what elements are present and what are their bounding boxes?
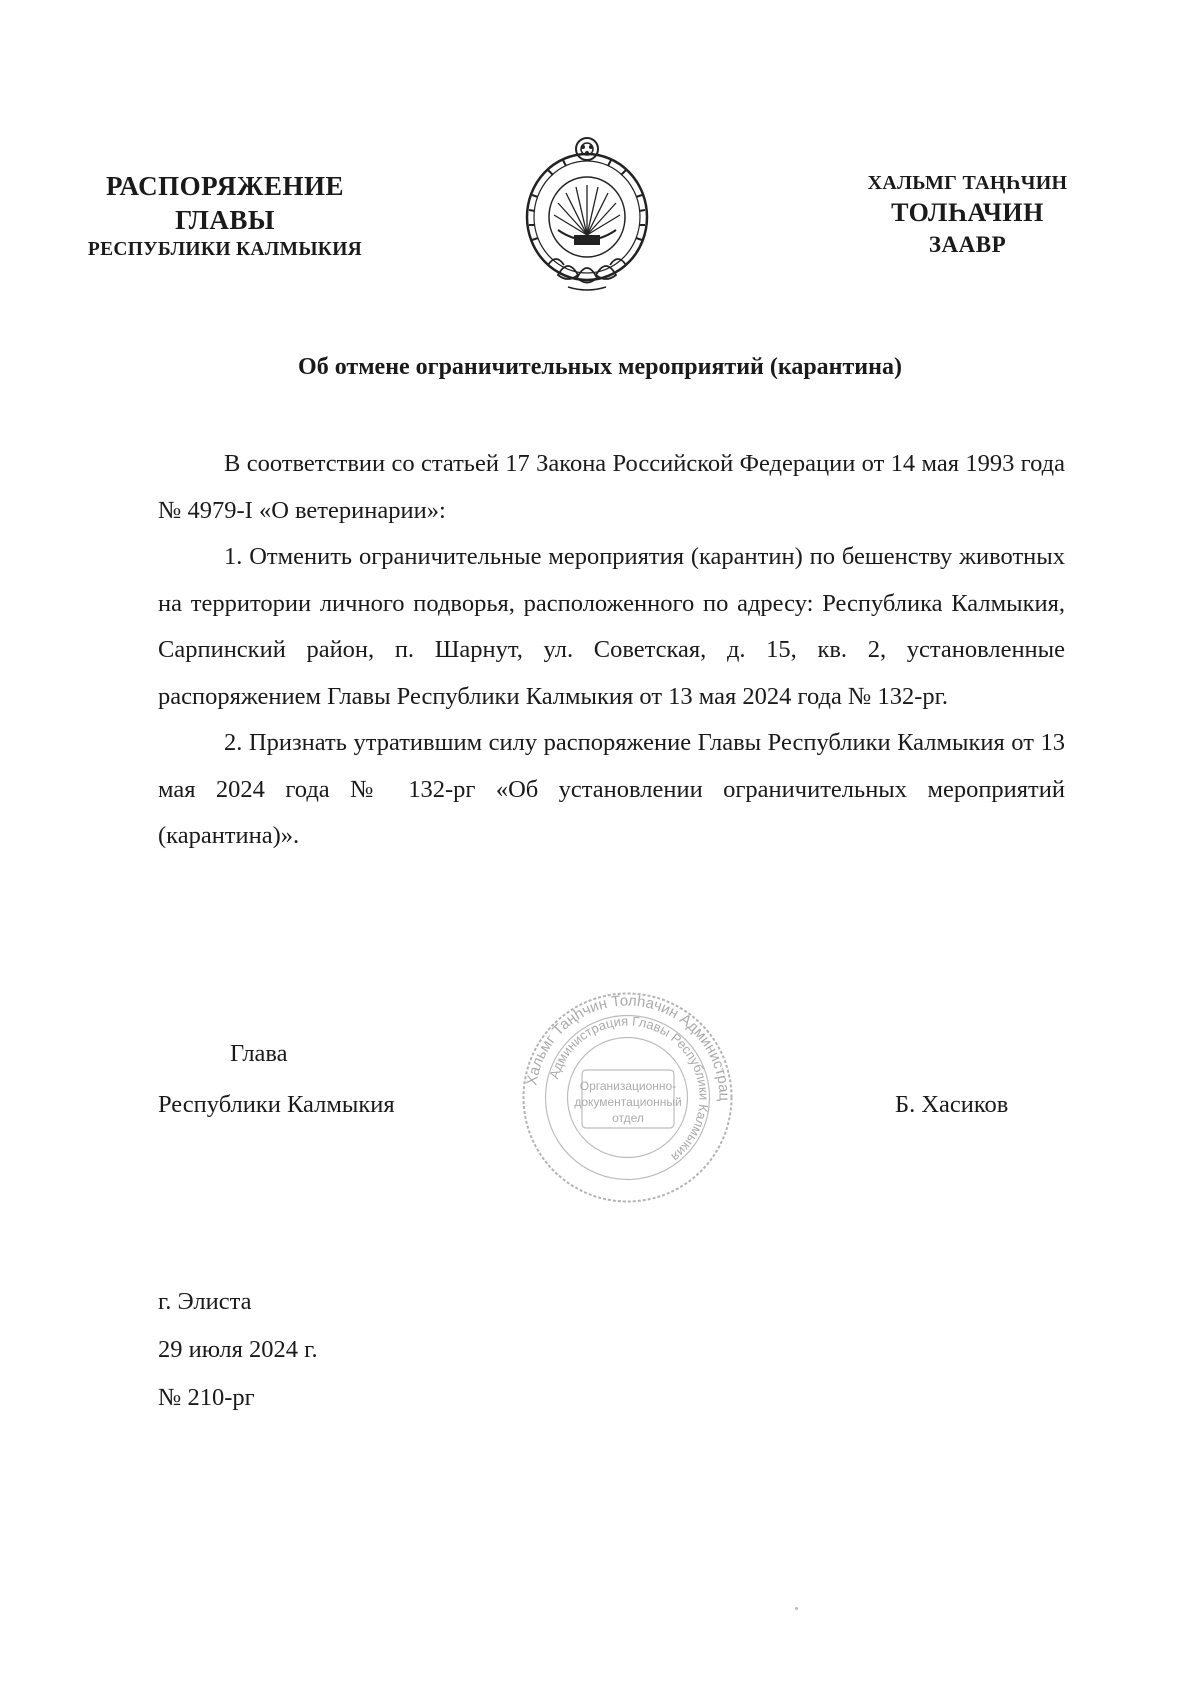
header-right-line3: ЗААВР [928,231,1007,257]
body-item-1: 1. Отменить ограничительные мероприятия (карантин) по бешенству животных на территории личного подворья, расположенного по адресу: Республика Калмыкия, Сарпинский район, п. Шарнут, ул. Советская, д. 15, кв. 2, установленные распоряжением Главы Республики Калмыкия от 13 мая 2024 года № 132-рг. [158,543,1065,710]
header-right-block [845,170,1090,260]
footer-city: г. Элиста [158,1288,252,1315]
scan-speck [795,1607,798,1610]
stamp-center-line2: документационный [574,1095,682,1109]
signature-title: Глава [230,1040,288,1067]
document-footer [158,1278,318,1422]
header-right-line2: ТОЛҺАЧИН [891,198,1044,227]
signature-name: Б. Хасиков [895,1091,1009,1118]
document-body [158,441,1065,860]
document-title: Об отмене ограничительных мероприятий (карантина) [298,354,902,380]
footer-number: № 210-рг [158,1384,255,1411]
stamp-inner-text: Администрация Главы Республики Калмыкия [546,1013,712,1165]
stamp-outer-text: Хальмг Таңһчин Толһачин Администрац [523,992,733,1102]
body-preamble: В соответствии со статьей 17 Закона Российской Федерации от 14 мая 1993 года № 4979-I «О ветеринарии»: [158,450,1065,524]
footer-date: 29 июля 2024 г. [158,1336,318,1363]
header-left-line1: РАСПОРЯЖЕНИЕ [105,171,345,201]
stamp-center-line1: Организационно- [579,1079,677,1093]
header-left-block [75,170,375,262]
body-item-2: 2. Признать утратившим силу распоряжение Главы Республики Калмыкия от 13 мая 2024 года № 132-рг «Об установлении ограничительных мероприятий (карантина)». [158,729,1065,849]
official-round-stamp-icon [520,990,735,1205]
stamp-center-line3: отдел [612,1111,644,1125]
header-left-line3: РЕСПУБЛИКИ КАЛМЫКИЯ [87,238,363,260]
header-right-line1: ХАЛЬМГ ТАҢҺЧИН [867,172,1068,194]
header-left-line2: ГЛАВЫ [175,204,275,235]
signature-org: Республики Калмыкия [158,1091,395,1118]
kalmykia-coat-of-arms-icon [518,135,656,295]
